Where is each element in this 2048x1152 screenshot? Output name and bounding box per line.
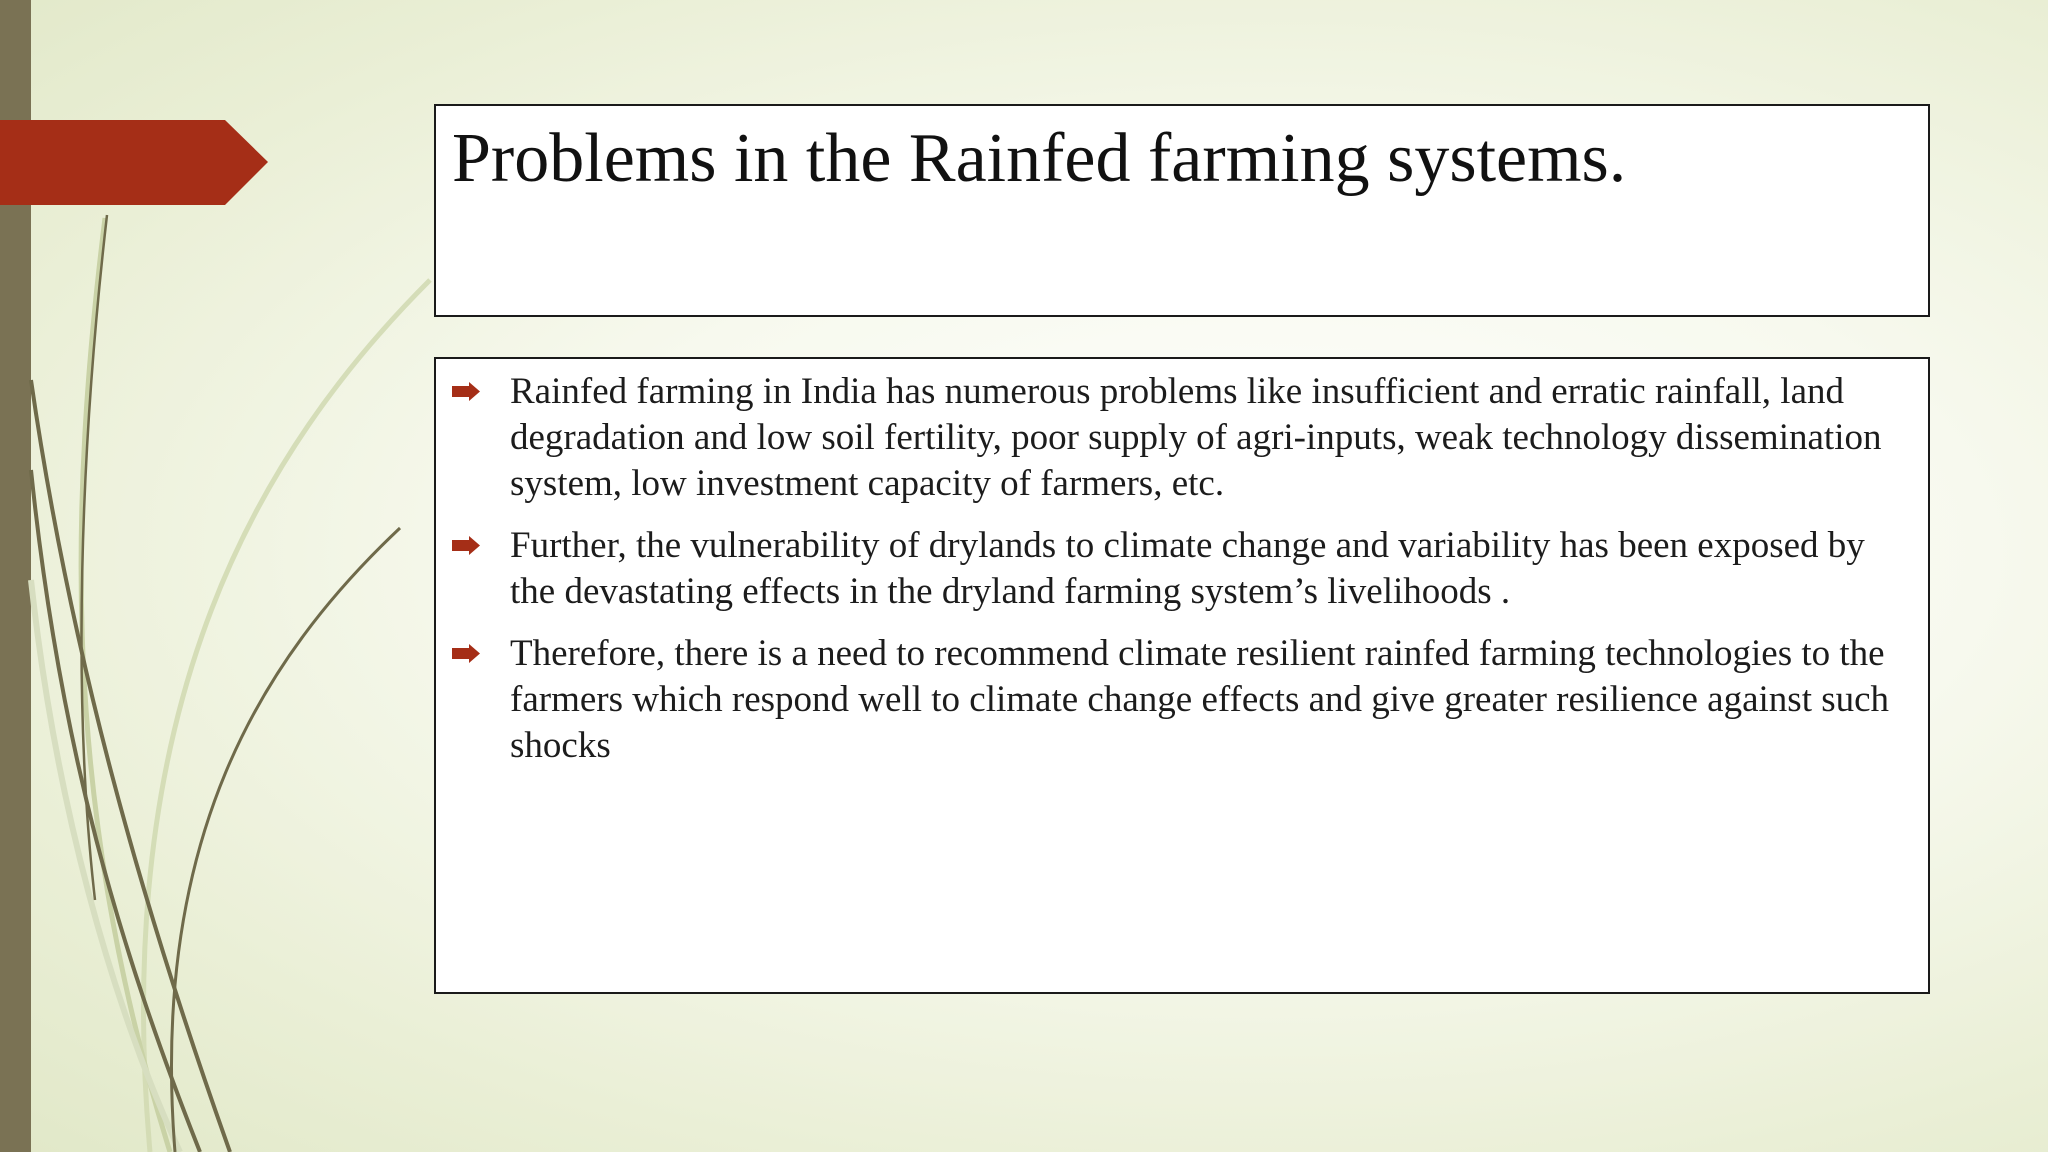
arrow-bullet-icon bbox=[452, 382, 480, 401]
slide-title: Problems in the Rainfed farming systems. bbox=[452, 120, 1627, 197]
arrow-bullet-icon bbox=[452, 536, 480, 555]
bullet-list bbox=[452, 369, 1898, 769]
bullet-text: Therefore, there is a need to recommend climate resilient rainfed farming technologies to the farmers which respond well to climate change effects and give greater resilience against such shocks bbox=[510, 633, 1890, 766]
bullet-text: Rainfed farming in India has numerous problems like insufficient and erratic rainfall, land degradation and low soil fertility, poor supply of agri-inputs, weak technology dissemination system, low investment capacity of farmers, etc. bbox=[510, 371, 1882, 504]
bullet-item bbox=[452, 523, 1898, 615]
bullet-text: Further, the vulnerability of drylands to climate change and variability has been exposed by the devastating effects in the dryland farming system’s livelihoods . bbox=[510, 525, 1865, 612]
title-box bbox=[434, 104, 1930, 317]
arrow-tab-decoration bbox=[0, 120, 268, 205]
bullet-item bbox=[452, 369, 1898, 507]
arrow-bullet-icon bbox=[452, 644, 480, 663]
bullet-item bbox=[452, 631, 1898, 769]
content-box bbox=[434, 357, 1930, 994]
